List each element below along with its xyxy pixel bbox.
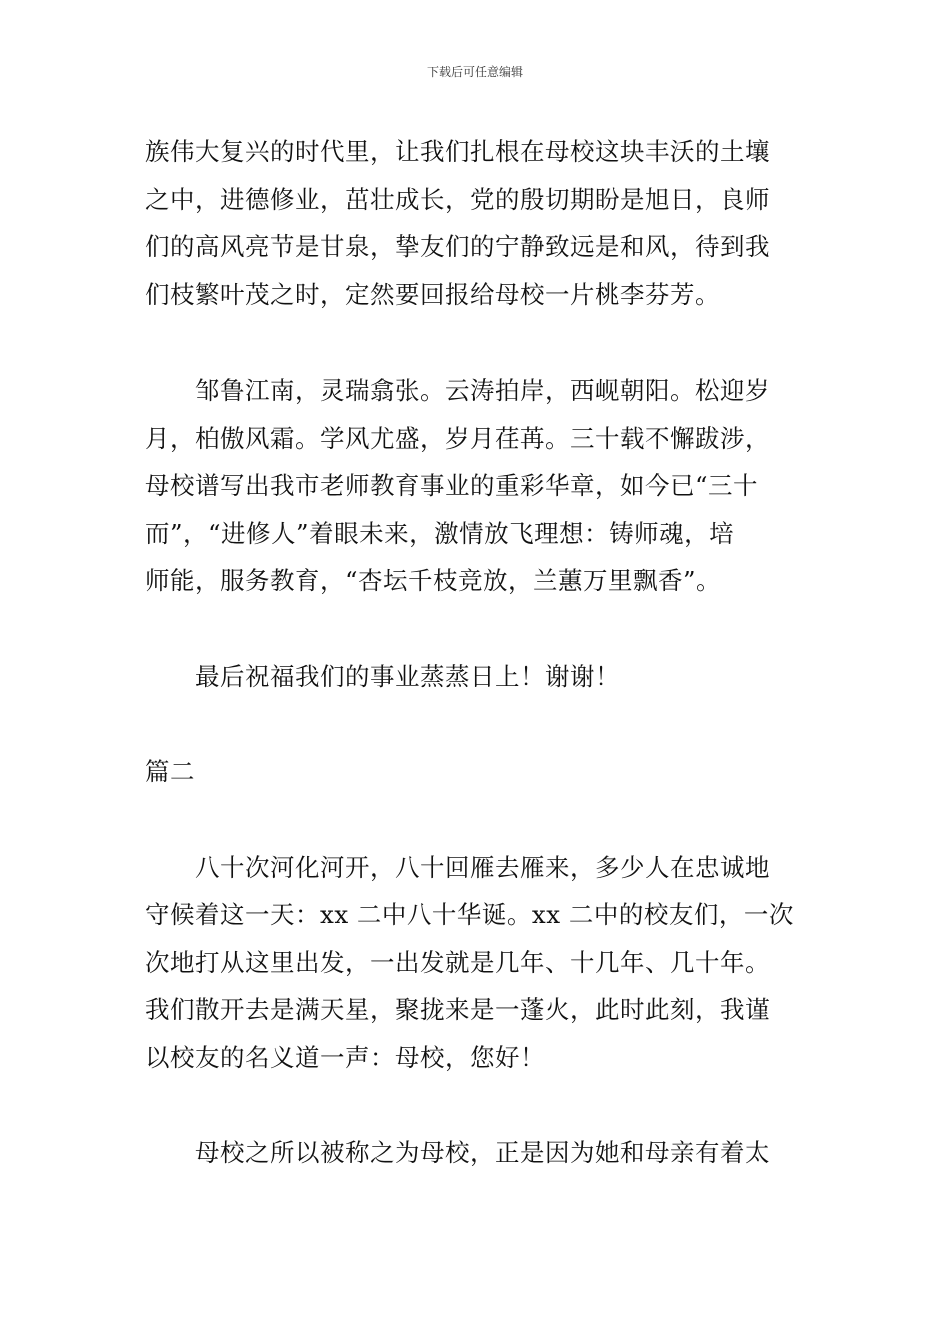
text-line: 母校谱写出我市老师教育事业的重彩华章，如今已“三十 (145, 471, 759, 500)
paragraph-1 (145, 128, 807, 318)
text-line: 族伟大复兴的时代里，让我们扎根在母校这块丰沃的土壤 (145, 137, 770, 166)
section-heading (145, 748, 807, 796)
paragraph-5 (145, 1129, 807, 1177)
paragraph-4 (145, 844, 807, 1082)
text-line: 母校之所以被称之为母校，正是因为她和母亲有着太 (195, 1138, 770, 1167)
text-line: 之中，进德修业，茁壮成长，党的殷切期盼是旭日，良师 (145, 184, 770, 214)
text-line: 最后祝福我们的事业蒸蒸日上！谢谢！ (195, 661, 620, 691)
text-line: 月，柏傲风霜。学风尤盛，岁月荏苒。三十载不懈跋涉， (145, 423, 770, 453)
text-line: 师能，服务教育，“杏坛千枝竞放，兰蕙万里飘香”。 (145, 566, 722, 595)
text-line: 次地打从这里出发，一出发就是几年、十几年、几十年。 (145, 947, 770, 977)
page-header: 下载后可任意编辑 (426, 65, 523, 79)
document-body (145, 128, 807, 1177)
text-line: 我们散开去是满天星，聚拢来是一蓬火，此时此刻，我谨 (145, 995, 770, 1024)
paragraph-3 (145, 653, 807, 701)
text-line: 八十次河化河开，八十回雁去雁来，多少人在忠诚地 (195, 852, 770, 882)
section-title: 篇二 (145, 757, 195, 786)
paragraph-2 (145, 367, 807, 605)
text-line: 邹鲁江南，灵瑞翕张。云涛拍岸，西岘朝阳。松迎岁 (195, 376, 770, 405)
text-line: 而”，“进修人”着眼未来，激情放飞理想：铸师魂，培 (145, 518, 735, 548)
text-line: 以校友的名义道一声：母校，您好！ (145, 1042, 545, 1072)
text-line: 们的高风亮节是甘泉，挚友们的宁静致远是和风，待到我 (145, 232, 770, 261)
text-line: 们枝繁叶茂之时，定然要回报给母校一片桃李芬芳。 (145, 279, 720, 309)
text-line: 守候着这一天：xx 二中八十华诞。xx 二中的校友们，一次 (145, 900, 794, 929)
